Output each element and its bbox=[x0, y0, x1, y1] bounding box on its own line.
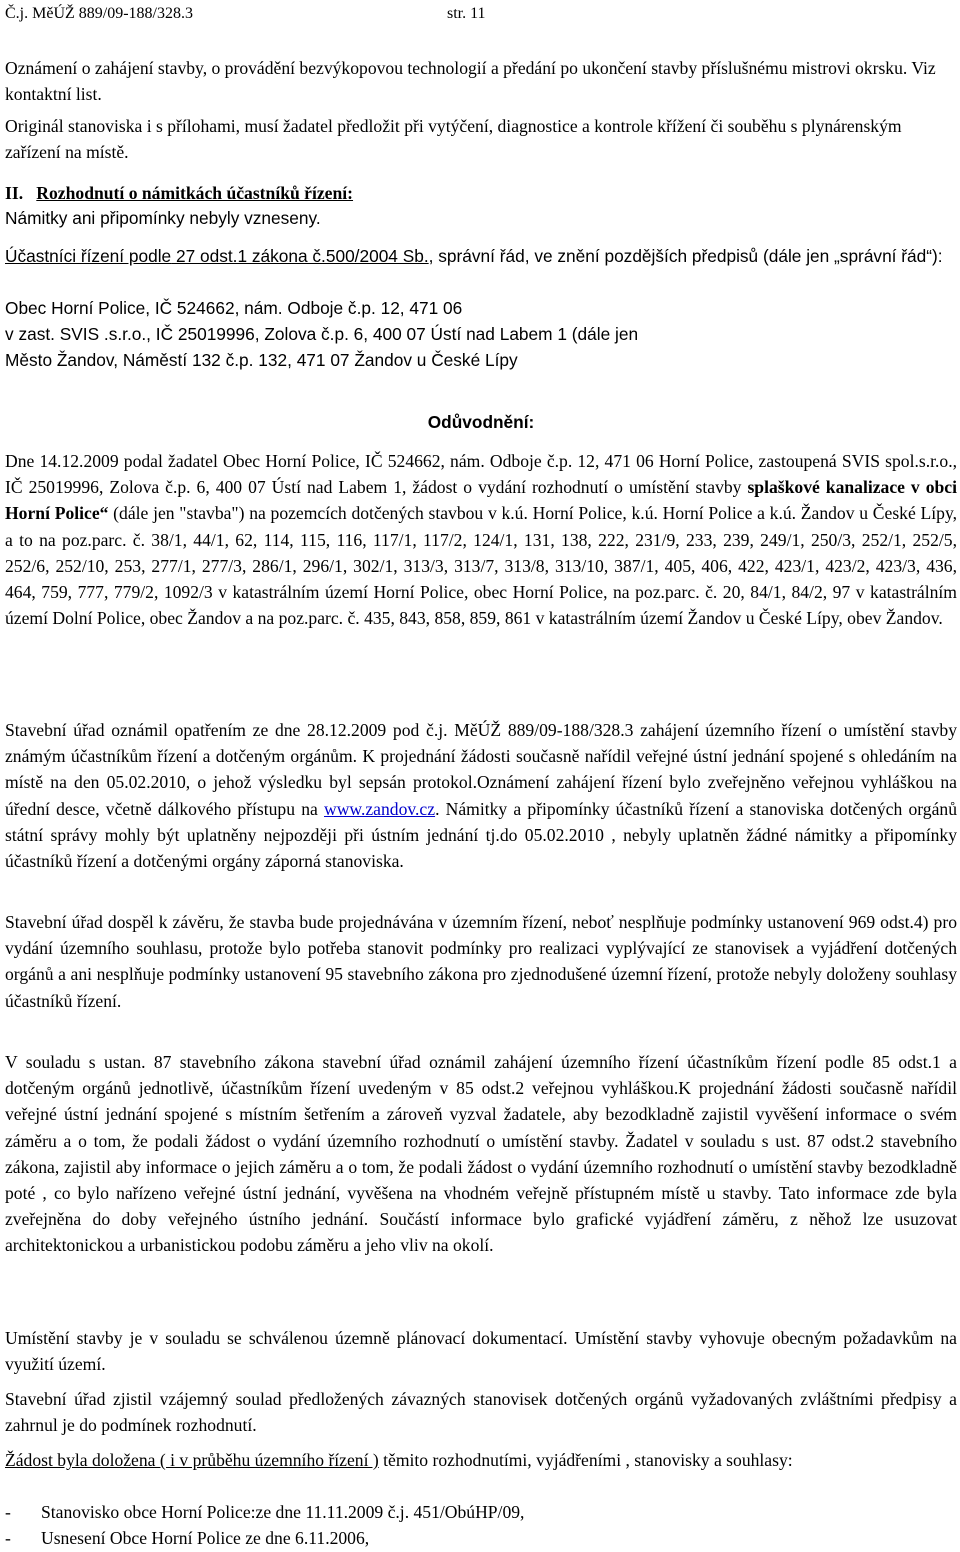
documents-list bbox=[5, 1499, 957, 1551]
participant-line-1: Obec Horní Police, IČ 524662, nám. Odboje č.p. 12, 471 06 bbox=[5, 298, 463, 318]
reasoning-paragraph-4: V souladu s ustan. 87 stavebního zákona stavební úřad oznámil zahájení územního řízení účastníkům řízení podle 85 odst.1 a dotčeným orgánů jednotlivě, účastníkům řízení uvedeným v 85 odst.2 veřejnou vyhláškou.K projednání žádosti současně nařídil veřejné ústní jednání spojené s místním šetřením a zároveň vyzval žadatele, aby bezodkladně zajistil vyvěšení informace o svém záměru a o tom, že podali žádost o vydání územního rozhodnutí o umístění stavby. Žadatel v souladu s ust. 87 odst.2 stavebního zákona, zajistil aby informace o jejich záměru a o tom, že podali žádost o vydání územního rozhodnutí o umístění stavby bezodkladně poté , co bylo nařízeno veřejné ústní jednání, vyvěšena na vhodném veřejně přístupném místě u stavby. Tato informace zde byla zveřejněna do doby veřejného ústního jednání. Součástí informace bylo grafické vyjádření záměru, z něhož lze usuzovat architektonickou a urbanistickou podobu záměru a jeho vliv na okolí. bbox=[5, 1052, 957, 1256]
list-item bbox=[5, 1525, 957, 1551]
zandov-website-link[interactable]: www.zandov.cz bbox=[324, 798, 436, 819]
reasoning-p7-rest: těmito rozhodnutími, vyjádřeními , stanovisky a souhlasy: bbox=[378, 1450, 793, 1470]
participants-heading-label: Účastníci řízení podle bbox=[5, 246, 172, 266]
reasoning-paragraph-1 bbox=[5, 448, 957, 631]
intro-paragraph-2: Originál stanoviska i s přílohami, musí žadatel předložit při vytýčení, diagnostice a kontrole křížení či souběhu s plynárenským zařízení na místě. bbox=[5, 116, 902, 163]
reasoning-paragraph-3: Stavební úřad dospěl k závěru, že stavba bude projednávána v územním řízení, neboť nesplňuje podmínky ustanovení 969 odst.4) pro vydání územního souhlasu, protože bylo potřeba stanovit podmínky pro realizaci vyplývající ze stanovisek a vyjádření dotčených orgánů a ani nesplňuje podmínky ustanovení 95 stavebního zákona pro zjednodušené územní řízení, protože nebyly doloženy souhlasy účastníků řízení. bbox=[5, 912, 957, 1011]
list-item bbox=[5, 1499, 957, 1525]
participants-heading-note: , správní řád, ve znění pozdějších předpisů (dále jen „správní řád“): bbox=[428, 246, 943, 266]
list-item-text: Usnesení Obce Horní Police ze dne 6.11.2006, bbox=[41, 1528, 370, 1549]
section-ii-heading bbox=[5, 180, 957, 206]
reasoning-paragraph-5: Umístění stavby je v souladu se schválenou územně plánovací dokumentací. Umístění stavby vyhovuje obecným požadavkům na využití území. bbox=[5, 1328, 957, 1375]
section-number: II. bbox=[5, 183, 24, 203]
reasoning-p2-start: Stavební úřad oznámil opatřením ze dne 28.12.2009 pod č.j. MěÚŽ 889/09-188/328.3 zahájení územního řízení o umístění stavby známým účastníkům řízení a dotčeným orgánům. K projednání žádosti současně nařídil veřejné ústní jednání spojené s ohledáním na místě na den 05.02.2010, o jehož výsledku byl sepsán protokol.Oznámení zahájení řízení bylo zveřejněno veřejnou vyhláškou na úřední desce, včetně dálkového přístupu na bbox=[5, 720, 957, 819]
page-header bbox=[5, 5, 486, 23]
participants-heading-law: 27 odst.1 zákona č.500/2004 Sb. bbox=[171, 246, 429, 266]
reasoning-p1-end: (dále jen "stavba") na pozemcích dotčených stavbou v k.ú. Horní Police, k.ú. Horní Police a k.ú. Žandov u České Lípy, a to na poz.parc. č. 38/1, 44/1, 62, 114, 115, 116, 117/1, 117/2, 124/1, 131, 138, 222, 231/9, 233, 239, 249/1, 250/3, 252/1, 252/5, 252/6, 252/10, 253, 277/1, 277/3, 286/1, 296/1, 302/1, 313/3, 313/7, 313/8, 313/10, 387/1, 405, 406, 422, 423/1, 423/2, 423/3, 436, 464, 759, 777, 779/2, 1092/3 v katastrálním území Horní Police, obec Horní Police, na poz.parc. č. 20, 84/1, 84/2, 97 v katastrálním území Dolní Police, obec Žandov a na poz.parc. č. 435, 843, 858, 859, 861 v katastrálním území Žandov u České Lípy, obev Žandov. bbox=[5, 503, 957, 629]
page-number: str. 11 bbox=[447, 5, 486, 22]
document-reference: Č.j. MěÚŽ 889/09-188/328.3 bbox=[5, 5, 193, 22]
reasoning-p7-underlined: Žádost byla doložena ( i v průběhu územního řízení ) bbox=[5, 1450, 379, 1470]
section-title: Rozhodnutí o námitkách účastníků řízení: bbox=[36, 183, 354, 203]
participants-heading bbox=[5, 243, 957, 269]
list-marker: - bbox=[5, 1502, 11, 1522]
reasoning-p1-bold: splaškové kanalizace v obci Horní Police“ bbox=[5, 477, 957, 524]
list-marker: - bbox=[5, 1528, 11, 1549]
participant-line-3: Město Žandov, Náměstí 132 č.p. 132, 471 07 Žandov u České Lípy bbox=[5, 350, 518, 370]
list-item-text: Stanovisko obce Horní Police:ze dne 11.11.2009 č.j. 451/ObúHP/09, bbox=[41, 1502, 525, 1522]
section-ii-text: Námitky ani připomínky nebyly vzneseny. bbox=[5, 208, 321, 228]
reasoning-p1-start: Dne 14.12.2009 podal žadatel Obec Horní Police, IČ 524662, nám. Odboje č.p. 12, 471 06 Horní Police, zastoupená SVIS spol.s.r.o., IČ 25019996, Zolova č.p. 6, 400 07 Ústí nad Labem 1, žádost o vydání rozhodnutí o umístění stavby bbox=[5, 451, 957, 498]
reasoning-p2-end: . Námitky a připomínky účastníků řízení a stanoviska dotčených orgánů státní správy mohly být uplatněny nejpozději při ústním jednání tj.do 05.02.2010 , nebyly uplatněn žádné námitky a připomínky účastníků řízení a dotčenými orgány záporná stanoviska. bbox=[5, 798, 957, 872]
reasoning-paragraph-2 bbox=[5, 717, 957, 874]
intro-paragraph-1: Oznámení o zahájení stavby, o provádění bezvýkopovou technologií a předání po ukončení stavby příslušnému mistrovi okrsku. Viz kontaktní list. bbox=[5, 58, 936, 105]
reasoning-paragraph-6: Stavební úřad zjistil vzájemný soulad předložených závazných stanovisek dotčených orgánů vyžadovaných zvláštními předpisy a zahrnul je do podmínek rozhodnutí. bbox=[5, 1389, 957, 1436]
participant-line-2: v zast. SVIS .s.r.o., IČ 25019996, Zolova č.p. 6, 400 07 Ústí nad Labem 1 (dále jen bbox=[5, 324, 639, 344]
reasoning-paragraph-7 bbox=[5, 1447, 957, 1473]
reasoning-title: Odůvodnění: bbox=[427, 412, 535, 432]
